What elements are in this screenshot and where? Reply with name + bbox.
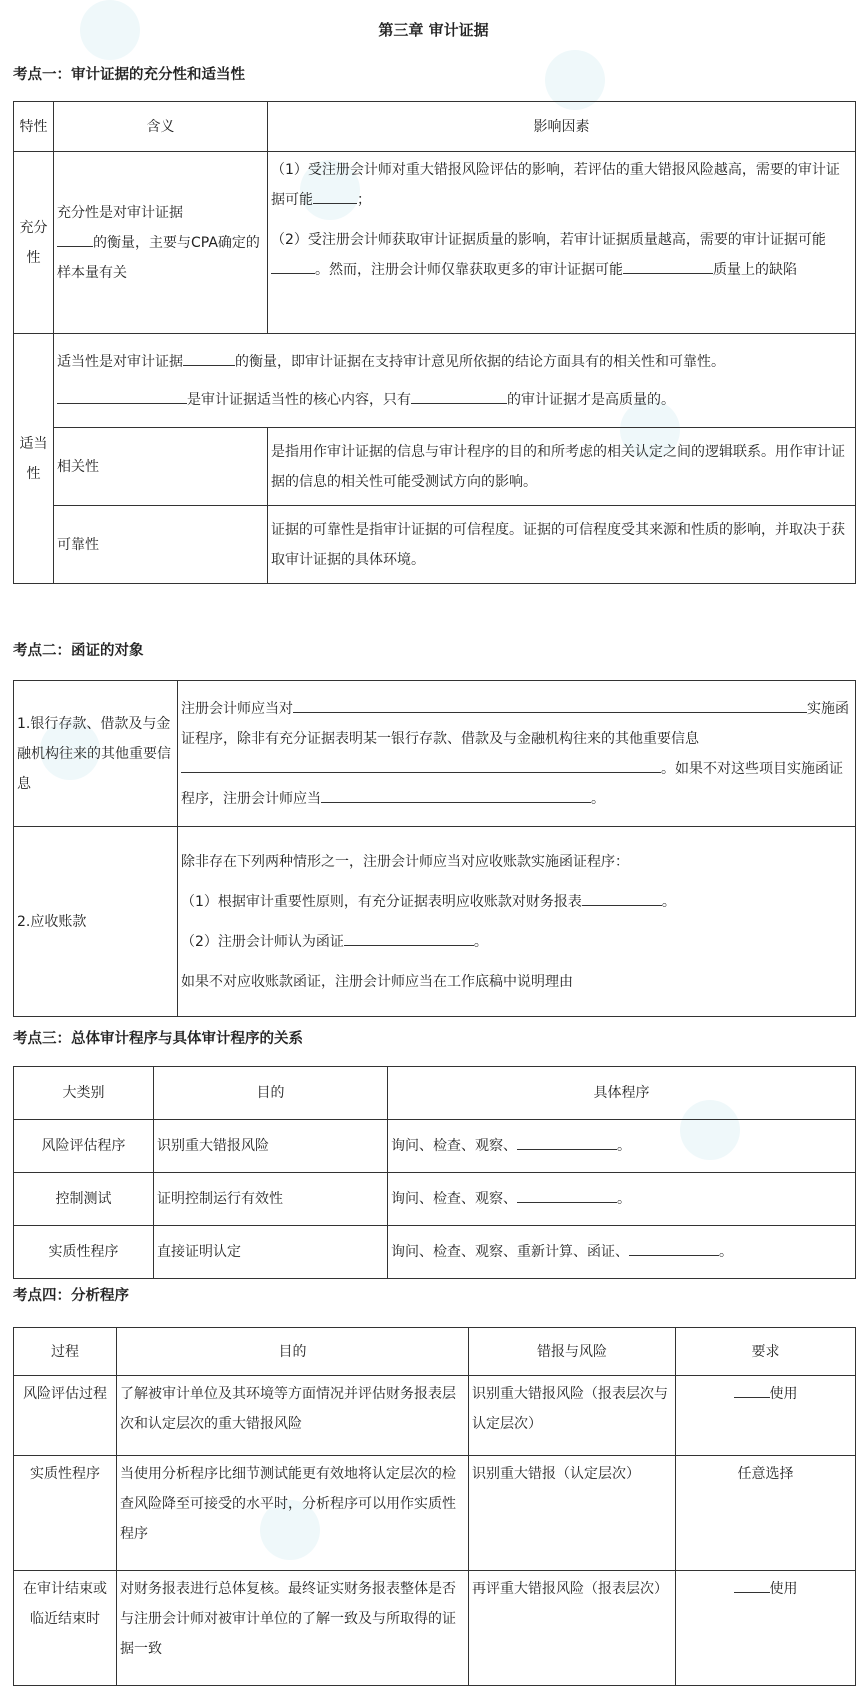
fill-blank — [321, 784, 591, 803]
chapter-title: 第三章 审计证据 — [378, 21, 489, 39]
header-category: 大类别 — [14, 1067, 154, 1120]
section-heading-3: 考点三：总体审计程序与具体审计程序的关系 — [13, 1031, 303, 1047]
section-heading-1: 考点一：审计证据的充分性和适当性 — [13, 67, 245, 83]
sufficiency-label: 充分性 — [14, 152, 54, 334]
header-factors: 影响因素 — [268, 102, 856, 152]
section-heading-4: 考点四：分析程序 — [13, 1288, 129, 1304]
table-confirmation-objects — [13, 680, 856, 1017]
appropriateness-definition: 适当性是对审计证据 的衡量，即审计证据在支持审计意见所依据的结论方面具有的相关性和可靠性。 是审计证据适当性的核心内容，只有 的审计证据才是高质量的。 — [54, 334, 856, 428]
table-row: 风险评估程序 识别重大错报风险 询问、检查、观察、 。 — [14, 1120, 856, 1173]
sufficiency-meaning: 充分性是对审计证据 的衡量，主要与CPA确定的样本量有关 — [54, 152, 268, 334]
fill-blank — [344, 927, 474, 946]
fill-blank — [57, 385, 187, 404]
fill-blank — [689, 255, 713, 274]
table-row: 在审计结束或临近结束时 对财务报表进行总体复核。最终证实财务报表整体是否与注册会计师对被审计单位的了解一致及与所取得的证据一致 再评重大错报风险（报表层次） 使用 — [14, 1571, 856, 1686]
fill-blank — [293, 694, 793, 713]
table-analytical-procedures — [13, 1327, 856, 1686]
fill-blank — [411, 385, 507, 404]
section-heading-2: 考点二：函证的对象 — [13, 643, 144, 659]
header-procedures: 具体程序 — [388, 1067, 856, 1120]
table-row: 风险评估过程 了解被审计单位及其环境等方面情况并评估财务报表层次和认定层次的重大错报风险 识别重大错报风险（报表层次与认定层次） 使用 — [14, 1376, 856, 1456]
relevance-label: 相关性 — [54, 428, 268, 506]
fill-blank — [517, 1184, 617, 1203]
reliability-text: 证据的可靠性是指审计证据的可信程度。证据的可信程度受其来源和性质的影响，并取决于获取审计证据的具体环境。 — [268, 506, 856, 584]
fill-blank — [793, 694, 807, 713]
header-risk: 错报与风险 — [469, 1328, 676, 1376]
fill-blank — [629, 1237, 719, 1256]
sufficiency-factors: （1）受注册会计师对重大错报风险评估的影响，若评估的重大错报风险越高，需要的审计证据可能 ； （2）受注册会计师获取审计证据质量的影响，若审计证据质量越高，需要的审计证据可能。然而，注册会计师仅靠获取更多的审计证据可能 质量上的缺陷 — [268, 152, 856, 334]
fill-blank — [181, 754, 661, 773]
header-goal: 目的 — [154, 1067, 388, 1120]
table-audit-procedures — [13, 1066, 856, 1279]
header-purpose: 目的 — [117, 1328, 469, 1376]
fill-blank — [734, 1574, 770, 1593]
fill-blank — [313, 185, 357, 204]
fill-blank — [517, 1131, 617, 1150]
receivables-label: 2.应收账款 — [14, 827, 178, 1017]
header-meaning: 含义 — [54, 102, 268, 152]
header-process: 过程 — [14, 1328, 117, 1376]
relevance-text: 是指用作审计证据的信息与审计程序的目的和所考虑的相关认定之间的逻辑联系。用作审计证据的信息的相关性可能受测试方向的影响。 — [268, 428, 856, 506]
appropriateness-label: 适当性 — [14, 334, 54, 584]
header-requirement: 要求 — [676, 1328, 856, 1376]
table-row: 实质性程序 当使用分析程序比细节测试能更有效地将认定层次的检查风险降至可接受的水平时，分析程序可以用作实质性程序 识别重大错报（认定层次） 任意选择 — [14, 1456, 856, 1571]
fill-blank — [183, 347, 235, 366]
header-feature: 特性 — [14, 102, 54, 152]
fill-blank — [271, 255, 315, 274]
fill-blank — [734, 1379, 770, 1398]
fill-blank — [57, 228, 93, 247]
receivables-text: 除非存在下列两种情形之一，注册会计师应当对应收账款实施函证程序： （1）根据审计重要性原则，有充分证据表明应收账款对财务报表 。 （2）注册会计师认为函证 。 如果不对应收账款函证，注册会计师应当在工作底稿中说明理由 — [178, 827, 856, 1017]
fill-blank — [582, 887, 662, 906]
table-sufficiency-appropriateness — [13, 101, 856, 584]
bank-deposits-text: 注册会计师应当对 实施函证程序，除非有充分证据表明某一银行存款、借款及与金融机构往来的其他重要信息。如果不对这些项目实施函证程序，注册会计师应当 。 — [178, 681, 856, 827]
fill-blank — [623, 255, 689, 274]
bank-deposits-label: 1.银行存款、借款及与金融机构往来的其他重要信息 — [14, 681, 178, 827]
table-row: 控制测试 证明控制运行有效性 询问、检查、观察、 。 — [14, 1173, 856, 1226]
table-row: 实质性程序 直接证明认定 询问、检查、观察、重新计算、函证、 。 — [14, 1226, 856, 1279]
reliability-label: 可靠性 — [54, 506, 268, 584]
